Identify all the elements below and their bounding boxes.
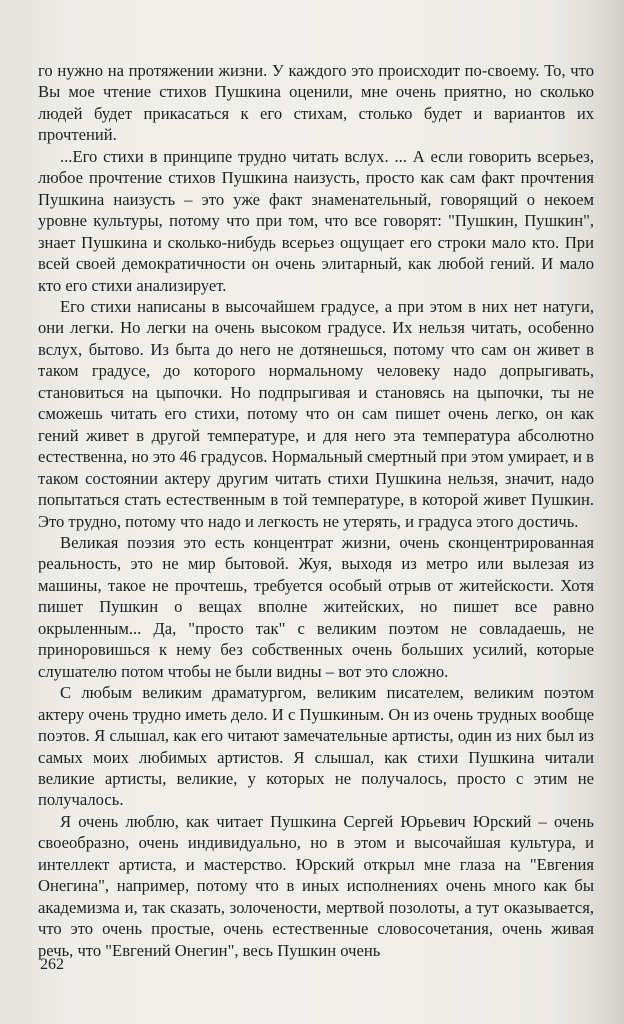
paragraph-5: С любым великим драматургом, великим писателем, великим поэтом актеру очень трудно иметь дело. И с Пушкиным. Он из очень трудных вообще поэтов. Я слышал, как его читают замечательные артисты, один из них был из самых моих любимых артистов. Я слышал, как стихи Пушкина читали великие артисты, великие, у которых не получалось, просто с этим не получалось. <box>38 683 594 810</box>
paragraph-1: го нужно на протяжении жизни. У каждого это происходит по-своему. То, что Вы мое чтение стихов Пушкина оценили, мне очень приятно, но сколько людей будет прикасаться к его стихам, столько будет и вариантов их прочтений. <box>38 61 594 145</box>
page-number: 262 <box>40 956 64 973</box>
paragraph-2: ...Его стихи в принципе трудно читать вслух. ... А если говорить всерьез, любое прочтение стихов Пушкина наизусть, просто как сам факт прочтения Пушкина наизусть – это уже факт знаменательный, говорящий о некоем уровне культуры, потому что при том, что все говорят: "Пушкин, Пушкин", знает Пушкина и сколько-нибудь всерьез ощущает его строки мало кто. При всей своей демократичности он очень элитарный, как любой гений. И мало кто его стихи анализирует. <box>38 146 594 295</box>
paragraph-4: Великая поэзия это есть концентрат жизни, очень сконцентрированная реальность, это не мир бытовой. Жуя, выходя из метро или вылезая из машины, такое не прочтешь, требуется особый отрыв от житейскости. Хотя пишет Пушкин о вещах вполне житейских, но пишет все равно окрыленным... Да, "просто так" с великим поэтом не совладаешь, не приноровишься к нему без собственных очень больших усилий, которые слушателю потом чтобы не были видны – вот это сложно. <box>38 532 594 681</box>
page-text <box>38 60 594 961</box>
paragraph-6: Я очень люблю, как читает Пушкина Сергей Юрьевич Юрский – очень своеобразно, очень индивидуально, но в этом и высочайшая культура, и интеллект артиста, и мастерство. Юрский открыл мне глаза на "Евгения Онегина", например, потому что в иных исполнениях очень много как бы академизма и, так сказать, золочености, мертвой позолоты, а тут оказывается, что это очень простые, очень естественные словосочетания, очень живая речь, что "Евгений Онегин", весь Пушкин очень <box>38 811 594 960</box>
paragraph-3: Его стихи написаны в высочайшем градусе, а при этом в них нет натуги, они легки. Но легки на очень высоком градусе. Их нельзя читать, особенно вслух, бытово. Из быта до него не дотянешься, потому что сам он живет в таком градусе, до которого нормальному человеку надо допрыгивать, становиться на цыпочки. Но подпрыгивая и становясь на цыпочки, ты не сможешь читать его стихи, потому что он сам пишет очень легко, он как гений живет в другой температуре, и для него эта температура абсолютно естественна, но это 46 градусов. Нормальный смертный при этом умирает, и в таком состоянии актеру другим читать стихи Пушкина нельзя, значит, надо попытаться стать естественным в той температуре, в которой живет Пушкин. Это трудно, потому что надо и легкость не утерять, и градуса этого достичь. <box>38 296 594 531</box>
